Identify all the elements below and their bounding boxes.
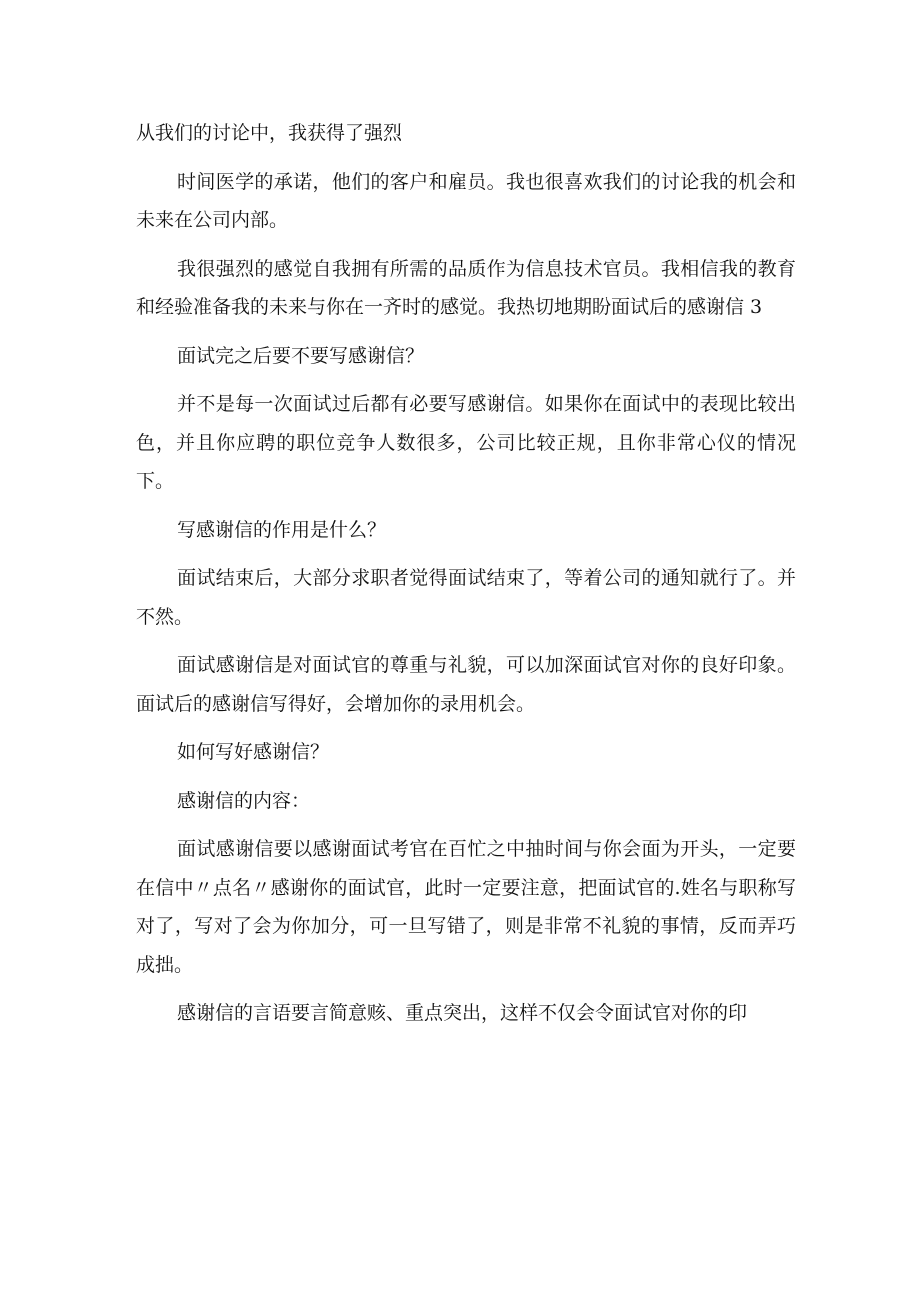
heading-question: 如何写好感谢信？ xyxy=(177,741,330,763)
section-label: 感谢信的内容： xyxy=(177,789,311,812)
paragraph: 我很强烈的感觉自我拥有所需的品质作为信息技术官员。我相信我的教育和经验准备我的未来与你在一齐时的感觉。我热切地期盼面试后的感谢信 3 xyxy=(136,257,796,318)
paragraph: 并不是每一次面试过后都有必要写感谢信。如果你在面试中的表现比较出色，并且你应聘的职位竞争人数很多，公司比较正规，且你非常心仪的情况下。 xyxy=(136,393,796,492)
paragraph: 面试感谢信是对面试官的尊重与礼貌，可以加深面试官对你的良好印象。面试后的感谢信写得好，会增加你的录用机会。 xyxy=(136,654,796,715)
paragraph: 面试结束后，大部分求职者觉得面试结束了，等着公司的通知就行了。并不然。 xyxy=(136,567,796,628)
paragraph: 从我们的讨论中，我获得了强烈 xyxy=(136,122,403,144)
paragraph: 感谢信的言语要言简意赅、重点突出，这样不仅会令面试官对你的印 xyxy=(177,1002,748,1024)
heading-question: 面试完之后要不要写感谢信？ xyxy=(177,344,425,367)
paragraph: 时间医学的承诺，他们的客户和雇员。我也很喜欢我们的讨论我的机会和未来在公司内部。 xyxy=(136,170,796,231)
document-body xyxy=(136,114,796,1043)
paragraph: 面试感谢信要以感谢面试考官在百忙之中抽时间与你会面为开头，一定要在信中〃点名〃感谢你的面试官，此时一定要注意，把面试官的.姓名与职称写对了，写对了会为你加分，可一旦写错了，则是非常不礼貌的事情，反而弄巧成拙。 xyxy=(136,838,796,976)
heading-question: 写感谢信的作用是什么？ xyxy=(177,518,387,541)
